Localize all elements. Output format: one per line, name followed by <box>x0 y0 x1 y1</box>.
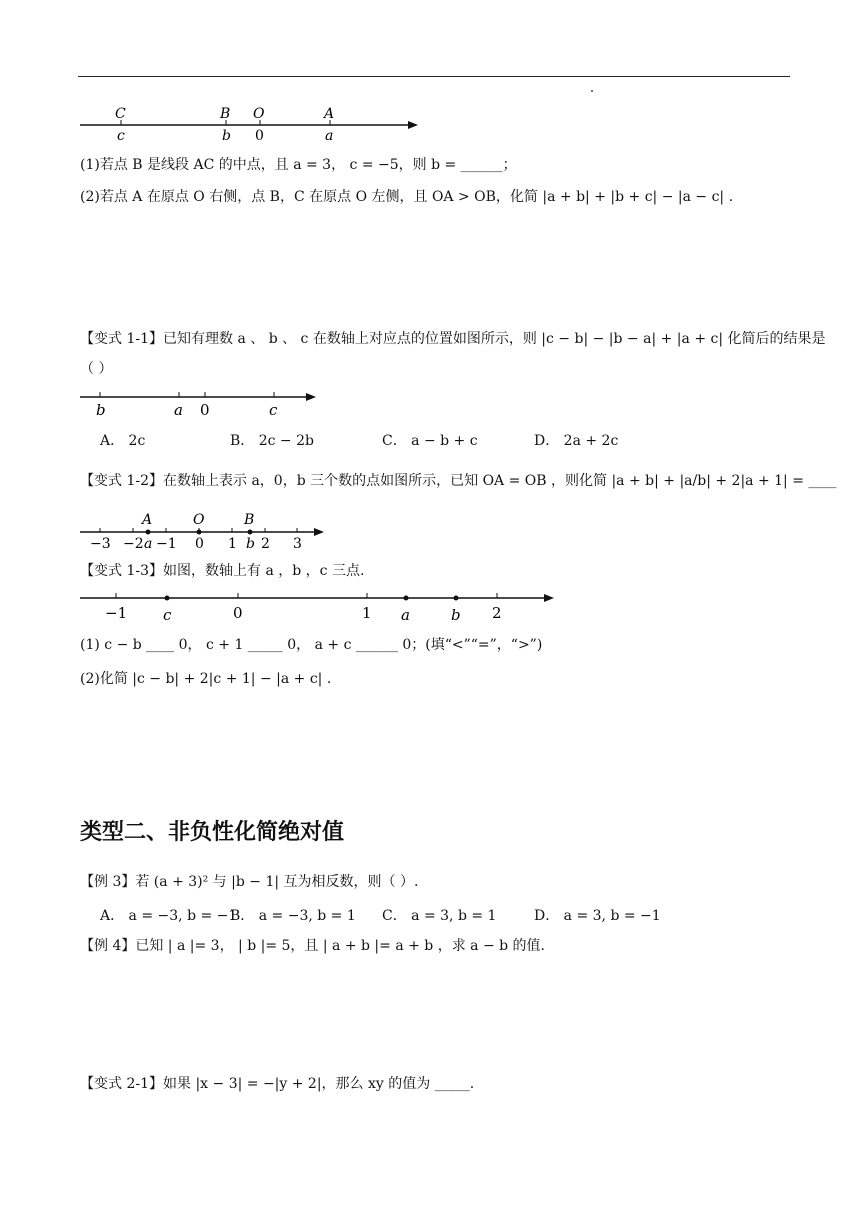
variant-1-3-label: 【变式 1-3】 <box>80 563 163 579</box>
number-line-1 <box>78 100 428 146</box>
number-line-2 <box>78 384 328 424</box>
nl3-A: A <box>142 512 153 528</box>
section-2-heading: 类型二、非负性化简绝对值 <box>80 820 345 845</box>
nl3-tick-b: b <box>246 536 255 552</box>
nl4-tick-neg1: −1 <box>105 604 128 622</box>
header-rule <box>78 76 790 77</box>
nl2-a: a <box>174 401 183 419</box>
nl1-b: b <box>222 128 231 144</box>
nl1-A: A <box>324 106 335 122</box>
example-3-text: 若 (a + 3)² 与 |b − 1| 互为相反数，则（ ）. <box>135 874 419 890</box>
variant-1-3-q2: (2)化简 |c − b| + 2|c + 1| − |a + c| . <box>80 671 332 687</box>
variant-1-1 <box>80 329 826 349</box>
variant-1-1-options <box>100 430 800 450</box>
variant-1-2 <box>80 471 836 491</box>
variant-1-3-q1: (1) c − b ____ 0， c + 1 _____ 0， a + c ______ 0；(填“<”“=”，“>”) <box>80 637 543 653</box>
number-line-4 <box>78 588 568 626</box>
example-3-options <box>100 905 800 925</box>
option-d[interactable]: D． 2a + 2c <box>534 433 619 449</box>
nl4-tick-2: 2 <box>492 604 502 622</box>
variant-1-1-label: 【变式 1-1】 <box>80 331 163 347</box>
scan-dot <box>591 90 593 92</box>
example-3-label: 【例 3】 <box>80 874 136 890</box>
question-1: (1)若点 B 是线段 AC 的中点，且 a = 3， c = −5，则 b = ______； <box>80 157 517 173</box>
nl2-b: b <box>96 401 106 419</box>
ex3-option-c[interactable]: C． a = 3, b = 1 <box>382 908 497 924</box>
nl3-tick-neg3: −3 <box>90 536 111 552</box>
nl1-C: C <box>115 106 126 122</box>
nl3-tick-a: a <box>144 536 153 552</box>
variant-1-1-paren: （ ） <box>80 361 113 377</box>
nl3-tick-1: 1 <box>228 536 237 552</box>
nl1-a: a <box>325 128 334 144</box>
number-line-3 <box>78 508 338 552</box>
option-b[interactable]: B． 2c − 2b <box>230 433 314 449</box>
variant-1-2-label: 【变式 1-2】 <box>80 473 163 489</box>
nl3-tick-2: 2 <box>261 536 270 552</box>
variant-2-1 <box>80 1074 474 1094</box>
nl1-O: O <box>253 106 265 122</box>
nl3-tick-0: 0 <box>195 536 204 552</box>
ex3-option-a[interactable]: A． a = −3, b = −1 <box>100 908 238 924</box>
variant-2-1-label: 【变式 2-1】 <box>80 1076 163 1092</box>
nl2-c: c <box>269 401 278 419</box>
nl4-tick-0: 0 <box>233 604 243 622</box>
option-a[interactable]: A． 2c <box>100 433 146 449</box>
variant-1-1-text: 已知有理数 a 、 b 、 c 在数轴上对应点的位置如图所示，则 |c − b| − |b − a| + |a + c| 化简后的结果是 <box>163 331 826 347</box>
option-c[interactable]: C． a − b + c <box>382 433 478 449</box>
nl4-tick-a: a <box>401 606 410 624</box>
ex3-option-b[interactable]: B． a = −3, b = 1 <box>230 908 356 924</box>
example-4 <box>80 936 545 956</box>
nl3-tick-neg2: −2 <box>123 536 144 552</box>
nl3-tick-3: 3 <box>293 536 302 552</box>
nl1-B: B <box>220 106 231 122</box>
nl2-0: 0 <box>200 401 210 419</box>
nl3-B: B <box>244 512 255 528</box>
nl4-tick-1: 1 <box>362 604 372 622</box>
ex3-option-d[interactable]: D． a = 3, b = −1 <box>534 908 661 924</box>
example-4-label: 【例 4】 <box>80 938 136 954</box>
nl3-tick-neg1: −1 <box>156 536 177 552</box>
nl1-c: c <box>117 128 125 144</box>
nl4-tick-c: c <box>163 606 172 624</box>
example-3 <box>80 872 418 892</box>
nl4-tick-b: b <box>451 606 461 624</box>
variant-2-1-text: 如果 |x − 3| = −|y + 2|，那么 xy 的值为 _____. <box>163 1076 475 1092</box>
variant-1-3-text: 如图，数轴上有 a ，b ，c 三点. <box>163 563 365 579</box>
nl1-0: 0 <box>255 128 264 144</box>
nl3-O: O <box>193 512 205 528</box>
variant-1-3 <box>80 561 364 581</box>
example-4-text: 已知 | a |= 3， | b |= 5，且 | a + b |= a + b ，求 a − b 的值. <box>135 938 545 954</box>
variant-1-2-text: 在数轴上表示 a，0，b 三个数的点如图所示，已知 OA = OB ，则化简 |a + b| + |a/b| + 2|a + 1| = ____ <box>163 473 837 489</box>
question-2: (2)若点 A 在原点 O 右侧，点 B，C 在原点 O 左侧，且 OA > OB，化简 |a + b| + |b + c| − |a − c| . <box>80 189 734 205</box>
